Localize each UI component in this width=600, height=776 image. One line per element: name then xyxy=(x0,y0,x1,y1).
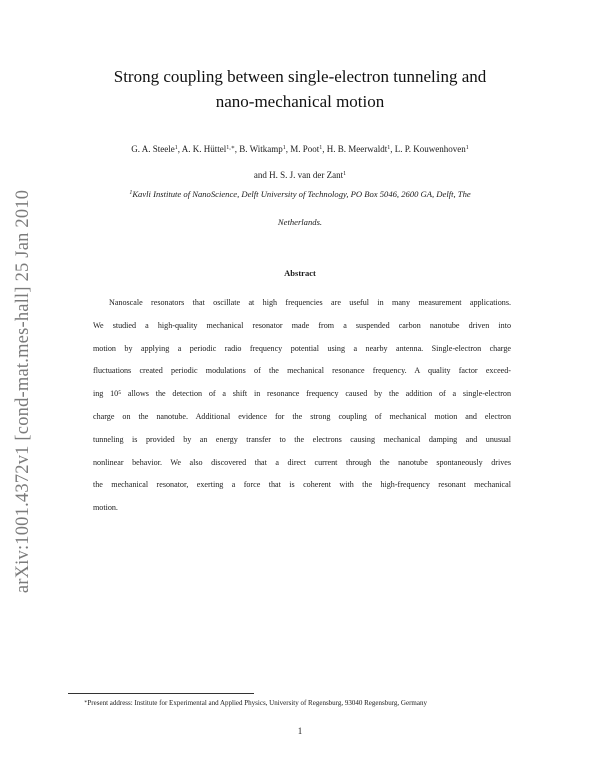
author-name: B. Witkamp xyxy=(239,144,283,154)
author-line-1: G. A. Steele$^1$, A. K. Hüttel$^{1,∗}$, B. Witkamp$^1$, M. Poot$^1$, H. B. Meerwaldt$^1$, L. P. Kouwenhoven$^1$ xyxy=(131,144,469,154)
paper-title xyxy=(60,64,540,114)
footnote-marker: ∗ xyxy=(84,700,88,705)
abstract-line: charge on the nanotube. Additional evidence for the strong coupling of mechanical motion and electron xyxy=(93,411,511,421)
arxiv-identifier-text: arXiv:1001.4372v1 [cond-mat.mes-hall] 25 Jan 2010 xyxy=(13,189,34,593)
arxiv-identifier-stamp xyxy=(4,176,44,606)
author-affiliation-marker: 1 xyxy=(387,145,391,151)
footnote xyxy=(84,697,544,709)
footnote-text: Present address: Institute for Experimental and Applied Physics, University of Regensburg, 93040 Regensburg, Germany xyxy=(87,699,427,707)
abstract-line: motion by applying a periodic radio frequency potential using a nearby antenna. Single-electron charge xyxy=(93,343,511,353)
author-affiliation-marker: 1 xyxy=(174,145,178,151)
author-affiliation-marker: 1 xyxy=(343,171,347,177)
author-affiliation-marker: 1,∗ xyxy=(226,145,235,151)
footnote-divider xyxy=(68,693,254,694)
title-line-1: Strong coupling between single-electron tunneling and xyxy=(113,67,487,86)
abstract-body xyxy=(93,292,511,520)
affiliation-text-1: Kavli Institute of NanoScience, Delft University of Technology, PO Box 5046, 2600 GA, Delft, The xyxy=(132,189,471,199)
author-affiliation-marker: 1 xyxy=(465,145,469,151)
page-number: 1 xyxy=(297,726,303,736)
abstract-line: Nanoscale resonators that oscillate at high frequencies are useful in many measurement applications. xyxy=(109,298,511,307)
abstract-line: the mechanical resonator, exerting a force that is coherent with the high-frequency resonant mechanical xyxy=(93,480,511,490)
abstract-line: motion. xyxy=(93,503,118,513)
abstract-line: ing 10⁵ allows the detection of a shift in resonance frequency caused by the addition of a single-electron xyxy=(93,389,511,399)
abstract-line: fluctuations created periodic modulations of the mechanical resonance frequency. A quality factor exceed- xyxy=(93,366,511,376)
author-name: G. A. Steele xyxy=(131,144,175,154)
affiliation-marker: 1 xyxy=(129,190,133,196)
abstract-line: tunneling is provided by an energy transfer to the electrons causing mechanical damping and unusual xyxy=(93,434,511,444)
author-name: L. P. Kouwenhoven xyxy=(394,144,466,154)
title-line-2: nano-mechanical motion xyxy=(215,92,385,111)
author-affiliation-marker: 1 xyxy=(319,145,323,151)
abstract-line: We studied a high-quality mechanical resonator made from a suspended carbon nanotube driven into xyxy=(93,320,511,330)
abstract-heading: Abstract xyxy=(284,268,316,278)
affiliation-line-2: Netherlands. xyxy=(277,217,323,227)
abstract-line: nonlinear behavior. We also discovered that a direct current through the nanotube spontaneously drives xyxy=(93,457,511,467)
author-affiliation-marker: 1 xyxy=(282,145,286,151)
author-name: A. K. Hüttel xyxy=(181,144,227,154)
author-name: M. Poot xyxy=(290,144,320,154)
author-name: H. S. J. van der Zant xyxy=(269,170,344,180)
author-conjunction: and xyxy=(253,170,270,180)
affiliation xyxy=(70,180,530,236)
author-name: H. B. Meerwaldt xyxy=(326,144,388,154)
affiliation-line-1 xyxy=(70,180,530,208)
